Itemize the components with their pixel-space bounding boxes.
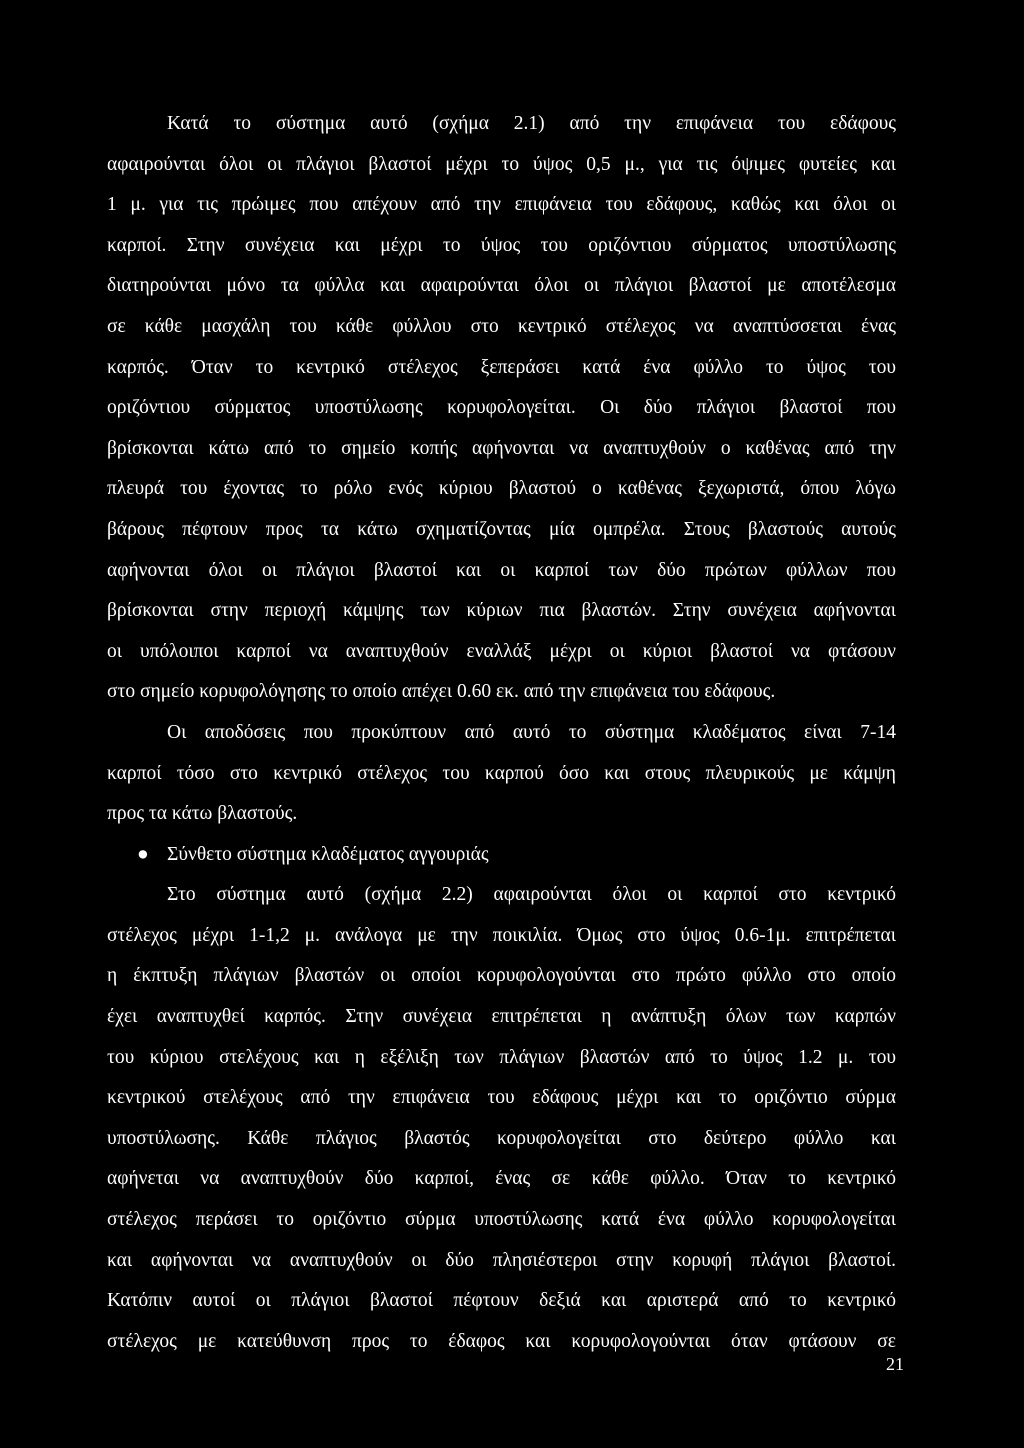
text-line: στέλεχος μέχρι 1-1,2 μ. ανάλογα με την ποικιλία. Όμως στο ύψος 0.6-1μ. επιτρέπεται	[107, 924, 896, 946]
text-line: Οι αποδόσεις που προκύπτουν από αυτό το σύστημα κλαδέματος είναι 7-14	[167, 721, 896, 743]
text-line: και αφήνονται να αναπτυχθούν οι δύο πλησιέστεροι στην κορυφή πλάγιοι βλαστοί.	[107, 1249, 896, 1271]
text-line: στέλεχος με κατεύθυνση προς το έδαφος και κορυφολογούνται όταν φτάσουν σε	[107, 1330, 896, 1352]
bullet-heading	[107, 835, 896, 876]
page-number: 21	[886, 1354, 904, 1374]
text-line: Κατόπιν αυτοί οι πλάγιοι βλαστοί πέφτουν δεξιά και αριστερά από το κεντρικό	[107, 1290, 896, 1312]
text-line: οι υπόλοιποι καρποί να αναπτυχθούν εναλλάξ μέχρι οι κύριοι βλαστοί να φτάσουν	[107, 640, 896, 662]
text-line: αφαιρούνται όλοι οι πλάγιοι βλαστοί μέχρι το ύψος 0,5 μ., για τις όψιμες φυτείες και	[107, 153, 896, 175]
text-line: η έκπτυξη πλάγιων βλαστών οι οποίοι κορυφολογούνται στο πρώτο φύλλο στο οποίο	[107, 965, 896, 987]
text-line: αφήνονται όλοι οι πλάγιοι βλαστοί και οι καρποί των δύο πρώτων φύλλων που	[107, 559, 896, 581]
text-line: Στο σύστημα αυτό (σχήμα 2.2) αφαιρούνται όλοι οι καρποί στο κεντρικό	[167, 884, 896, 906]
document-body	[107, 104, 896, 1362]
text-line: καρποί τόσο στο κεντρικό στέλεχος του καρπού όσο και στους πλευρικούς με κάμψη	[107, 762, 896, 784]
text-line: διατηρούνται μόνο τα φύλλα και αφαιρούνται όλοι οι πλάγιοι βλαστοί με αποτέλεσμα	[107, 275, 896, 297]
text-line: έχει αναπτυχθεί καρπός. Στην συνέχεια επιτρέπεται η ανάπτυξη όλων των καρπών	[107, 1006, 896, 1028]
text-line: υποστύλωσης. Κάθε πλάγιος βλαστός κορυφολογείται στο δεύτερο φύλλο και	[107, 1127, 896, 1149]
text-line: πλευρά του έχοντας το ρόλο ενός κύριου βλαστού ο καθένας ξεχωριστά, όπου λόγω	[107, 478, 896, 500]
paragraph-2	[107, 713, 896, 835]
text-line: αφήνεται να αναπτυχθούν δύο καρποί, ένας σε κάθε φύλλο. Όταν το κεντρικό	[107, 1168, 896, 1190]
text-line: οριζόντιου σύρματος υποστύλωσης κορυφολογείται. Οι δύο πλάγιοι βλαστοί που	[107, 397, 896, 419]
text-line: βάρους πέφτουν προς τα κάτω σχηματίζοντας μία ομπρέλα. Στους βλαστούς αυτούς	[107, 518, 896, 540]
paragraph-3	[107, 875, 896, 1362]
text-line: στέλεχος περάσει το οριζόντιο σύρμα υποστύλωσης κατά ένα φύλλο κορυφολογείται	[107, 1209, 896, 1231]
text-line: Κατά το σύστημα αυτό (σχήμα 2.1) από την επιφάνεια του εδάφους	[167, 113, 896, 134]
text-line: στο σημείο κορυφολόγησης το οποίο απέχει 0.60 εκ. από την επιφάνεια του εδάφους.	[107, 681, 776, 703]
text-line: 1 μ. για τις πρώιμες που απέχουν από την επιφάνεια του εδάφους, καθώς και όλοι οι	[107, 194, 896, 216]
text-line: κεντρικού στελέχους από την επιφάνεια του εδάφους μέχρι και το οριζόντιο σύρμα	[107, 1087, 896, 1109]
bullet-dot-icon: ●	[137, 843, 149, 865]
text-line: καρποί. Στην συνέχεια και μέχρι το ύψος του οριζόντιου σύρματος υποστύλωσης	[107, 234, 896, 256]
text-line: βρίσκονται στην περιοχή κάμψης των κύριων πια βλαστών. Στην συνέχεια αφήνονται	[107, 600, 896, 622]
text-line: προς τα κάτω βλαστούς.	[107, 803, 298, 825]
text-line: του κύριου στελέχους και η εξέλιξη των πλάγιων βλαστών από το ύψος 1.2 μ. του	[107, 1046, 896, 1068]
text-line: βρίσκονται κάτω από το σημείο κοπής αφήνονται να αναπτυχθούν ο καθένας από την	[107, 437, 896, 459]
text-line: καρπός. Όταν το κεντρικό στέλεχος ξεπεράσει κατά ένα φύλλο το ύψος του	[107, 356, 896, 378]
text-line: σε κάθε μασχάλη του κάθε φύλλου στο κεντρικό στέλεχος να αναπτύσσεται ένας	[107, 315, 896, 337]
bullet-heading-text: Σύνθετο σύστημα κλαδέματος αγγουριάς	[167, 843, 489, 865]
paragraph-1	[107, 104, 896, 713]
